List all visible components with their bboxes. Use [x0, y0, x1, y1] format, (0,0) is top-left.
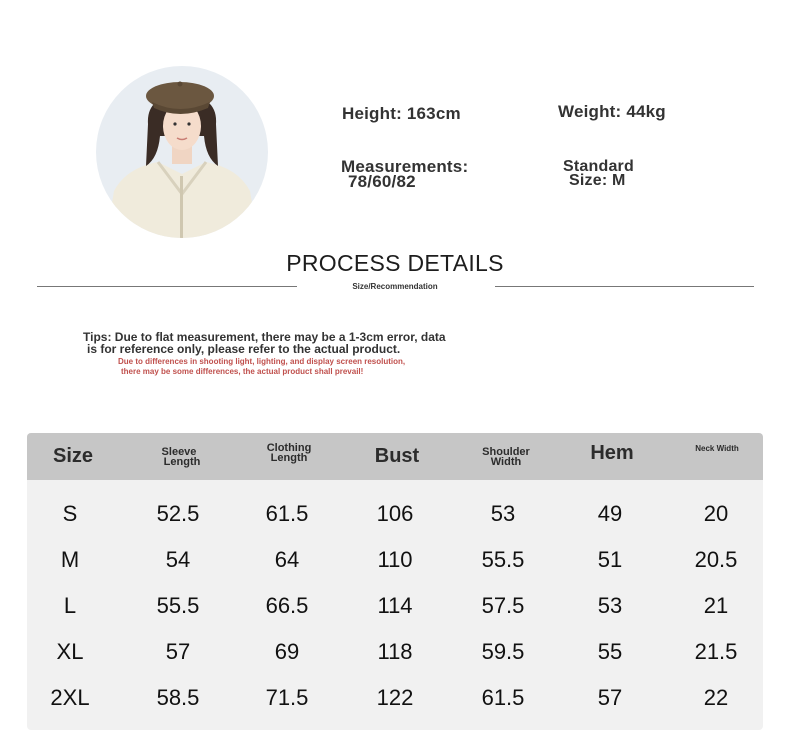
- table-row: [27, 675, 763, 721]
- cell-hem: 53: [597, 593, 623, 618]
- header-shoulder-line-2: Width: [490, 455, 522, 468]
- model-photo-image: [96, 66, 268, 238]
- cell-sleeve-length: 55.5: [156, 593, 200, 618]
- cell-hem: 57: [597, 685, 623, 710]
- cell-neck-width: 22: [703, 685, 729, 710]
- cell-shoulder-width: 55.5: [481, 547, 525, 572]
- cell-clothing-length: 61.5: [265, 501, 309, 526]
- tips-line-2: is for reference only, please refer to the actual product.: [87, 342, 401, 356]
- cell-size: M: [60, 547, 80, 572]
- cell-sleeve-length: 52.5: [156, 501, 200, 526]
- cell-shoulder-width: 53: [490, 501, 516, 526]
- header-shoulder-width: [482, 433, 530, 480]
- note-line-1: Due to differences in shooting light, lighting, and display screen resolution,: [118, 357, 406, 366]
- cell-hem: 49: [597, 501, 623, 526]
- cell-bust: 122: [376, 685, 414, 710]
- standard-label: Standard: [563, 158, 634, 175]
- standard-value: Size: M: [569, 172, 626, 189]
- header-hem: Hem: [590, 442, 634, 464]
- header-sleeve-line-2: Length: [163, 455, 201, 468]
- note-line-2: there may be some differences, the actual product shall prevail!: [121, 367, 364, 376]
- header-shoulder-line-1: Shoulder: [482, 445, 530, 458]
- table-row: [27, 583, 763, 629]
- cell-bust: 106: [376, 501, 414, 526]
- cell-size: S: [62, 501, 78, 526]
- cell-hem: 51: [597, 547, 623, 572]
- header-sleeve-line-1: Sleeve: [161, 445, 197, 458]
- cell-clothing-length: 64: [274, 547, 300, 572]
- cell-shoulder-width: 57.5: [481, 593, 525, 618]
- cell-hem: 55: [597, 639, 623, 664]
- cell-sleeve-length: 57: [165, 639, 191, 664]
- header-sleeve-length: [158, 433, 201, 480]
- cell-bust: 110: [377, 547, 413, 572]
- cell-neck-width: 21: [703, 593, 729, 618]
- header-bust: Bust: [374, 445, 420, 467]
- header-neck-width: Neck Width: [695, 444, 739, 453]
- header-clothing-line-1: Clothing: [266, 441, 312, 454]
- cell-neck-width: 20.5: [694, 547, 738, 572]
- cell-shoulder-width: 61.5: [481, 685, 525, 710]
- cell-neck-width: 20: [703, 501, 729, 526]
- disclaimer-note: [118, 357, 405, 377]
- tips-line-1: Tips: Due to flat measurement, there may be a 1-3cm error, data: [83, 330, 446, 344]
- table-row: [27, 537, 763, 583]
- cell-shoulder-width: 59.5: [481, 639, 525, 664]
- model-standard-size: [563, 160, 634, 188]
- cell-clothing-length: 71.5: [265, 685, 309, 710]
- cell-clothing-length: 66.5: [265, 593, 309, 618]
- model-photo: [96, 66, 268, 238]
- tips-text: [83, 331, 446, 355]
- size-table-header: [27, 433, 763, 480]
- table-row: [27, 629, 763, 675]
- cell-sleeve-length: 58.5: [156, 685, 200, 710]
- model-weight: Weight: 44kg: [558, 102, 666, 121]
- header-clothing-length: [267, 433, 312, 476]
- cell-size: L: [63, 593, 77, 618]
- cell-clothing-length: 69: [274, 639, 300, 664]
- header-clothing-line-2: Length: [270, 451, 308, 464]
- model-measurements: [341, 159, 468, 189]
- header-size: Size: [52, 445, 94, 467]
- cell-neck-width: 21.5: [694, 639, 738, 664]
- cell-sleeve-length: 54: [165, 547, 191, 572]
- measurements-label: Measurements:: [341, 157, 469, 176]
- section-subtitle: Size/Recommendation: [352, 282, 438, 291]
- cell-size: XL: [56, 639, 84, 664]
- cell-size: 2XL: [50, 685, 90, 710]
- size-table: [27, 433, 763, 730]
- measurements-value: 78/60/82: [348, 172, 416, 191]
- cell-bust: 118: [377, 639, 413, 664]
- section-title: PROCESS DETAILS: [286, 250, 504, 276]
- model-height: Height: 163cm: [342, 104, 461, 123]
- table-row: [27, 491, 763, 537]
- cell-bust: 114: [377, 593, 413, 618]
